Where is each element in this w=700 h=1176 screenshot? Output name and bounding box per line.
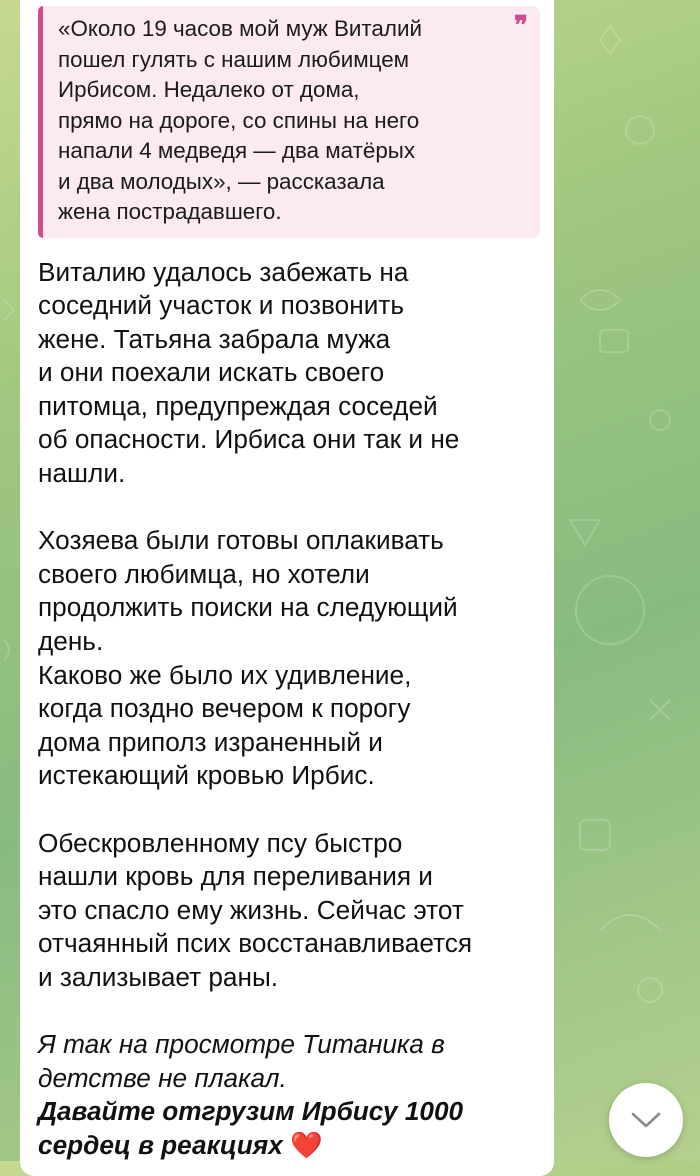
heart-emoji: ❤️: [290, 1129, 323, 1160]
italic-line: Я так на просмотре Титаника в детстве не плакал.: [38, 1029, 445, 1093]
quote-text: «Около 19 часов мой муж Виталий пошел гулять с нашим любимцем Ирбисом. Недалеко от дома, прямо на дороге, со спины на него напали 4 медведя — два матёрых и два молодых», — рассказала жена пострадавшего.: [58, 16, 422, 224]
message-paragraph: Обескровленному псу быстро нашли кровь для переливания и это спасло ему жизнь. Сейчас этот отчаянный псих восстанавливается и зализывает раны.: [38, 827, 473, 992]
paragraph-gap: [38, 793, 540, 827]
quote-icon: ❞: [514, 11, 528, 41]
message-paragraph: Хозяева были готовы оплакивать своего любимца, но хотели продолжить поиски на следующий день. Каково же было их удивление, когда поздно вечером к порогу дома приполз израненный и истекающий кровью Ирбис.: [38, 525, 458, 791]
message-bubble: [20, 0, 554, 1176]
paragraph-gap: [38, 995, 540, 1029]
chevron-down-icon: [630, 1110, 662, 1130]
quoted-block: [38, 6, 540, 238]
paragraph-gap: [38, 491, 540, 525]
scroll-down-button[interactable]: [609, 1083, 683, 1157]
call-to-action-text: Давайте отгрузим Ирбису 1000 сердец в реакциях: [38, 1096, 464, 1160]
message-paragraph: Виталию удалось забежать на соседний участок и позвонить жене. Татьяна забрала мужа и они поехали искать своего питомца, предупреждая соседей об опасности. Ирбиса они так и не нашли.: [38, 256, 460, 489]
call-to-action-line: [38, 1095, 540, 1162]
